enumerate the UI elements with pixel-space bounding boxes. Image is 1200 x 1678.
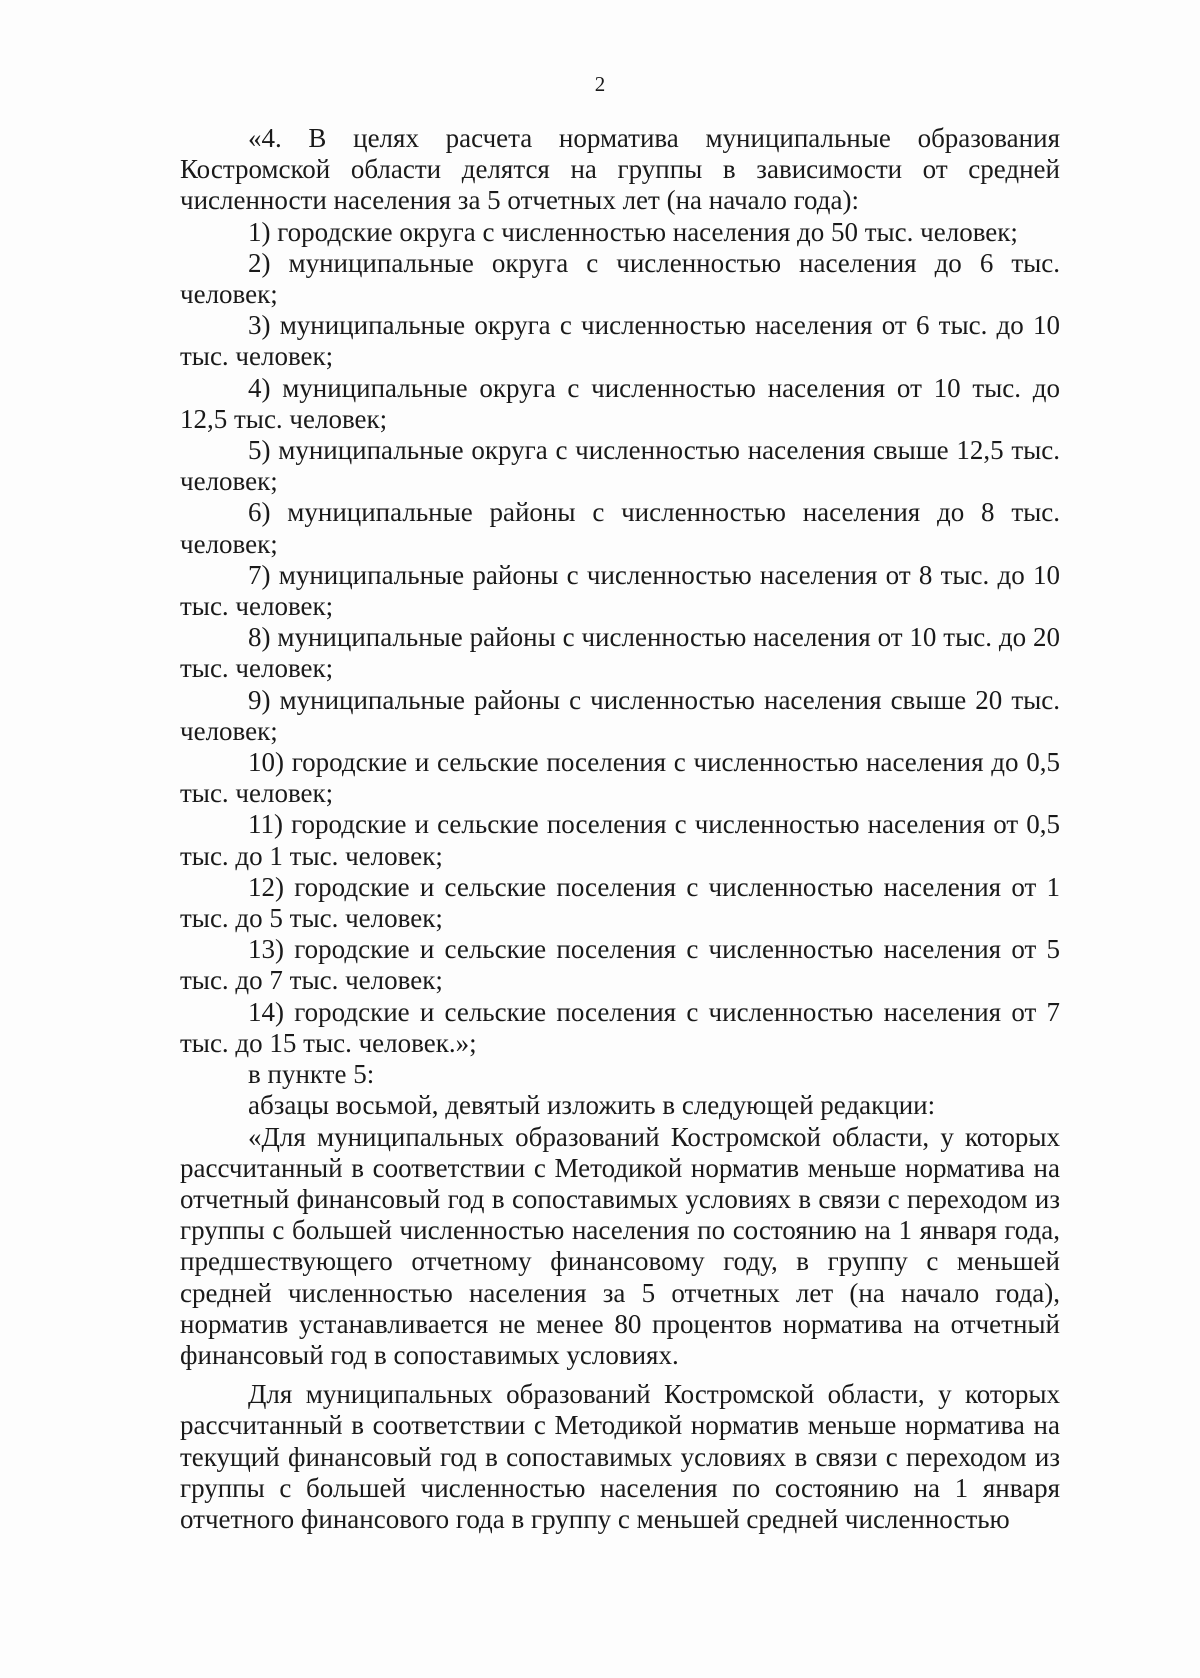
- list-item-10: 10) городские и сельские поселения с численностью населения до 0,5 тыс. человек;: [180, 747, 1060, 809]
- list-item-9: 9) муниципальные районы с численностью населения свыше 20 тыс. человек;: [180, 684, 1060, 746]
- list-item-3: 3) муниципальные округа с численностью населения от 6 тыс. до 10 тыс. человек;: [180, 310, 1060, 372]
- list-item-2: 2) муниципальные округа с численностью населения до 6 тыс. человек;: [180, 247, 1060, 310]
- list-item-11: 11) городские и сельские поселения с численностью населения от 0,5 тыс. до 1 тыс. человек;: [180, 809, 1060, 871]
- paragraph-ninth: Для муниципальных образований Костромской области, у которых рассчитанный в соответствии с Методикой норматив меньше норматива на текущий финансовый год в сопоставимых условиях в связи с переходом из группы с большей численностью населения по состоянию на 1 января отчетного финансового года в группу с меньшей средней численностью: [180, 1379, 1060, 1534]
- document-body: [180, 123, 1060, 1535]
- list-item-7: 7) муниципальные районы с численностью населения от 8 тыс. до 10 тыс. человек;: [180, 559, 1060, 622]
- list-item-12: 12) городские и сельские поселения с численностью населения от 1 тыс. до 5 тыс. человек;: [180, 871, 1060, 934]
- list-item-13: 13) городские и сельские поселения с численностью населения от 5 тыс. до 7 тыс. человек;: [180, 934, 1060, 996]
- list-item-8: 8) муниципальные районы с численностью населения от 10 тыс. до 20 тыс. человек;: [180, 622, 1060, 684]
- list-item-5: 5) муниципальные округа с численностью населения свыше 12,5 тыс. человек;: [180, 435, 1060, 497]
- page-number: 2: [594, 72, 606, 96]
- list-item-1: 1) городские округа с численностью населения до 50 тыс. человек;: [248, 216, 1018, 247]
- list-item-6: 6) муниципальные районы с численностью населения до 8 тыс. человек;: [180, 497, 1060, 559]
- paragraph-intro: «4. В целях расчета норматива муниципальные образования Костромской области делятся на группы в зависимости от средней численности населения за 5 отчетных лет (на начало года):: [180, 123, 1060, 216]
- paragraph-amendment-note: абзацы восьмой, девятый изложить в следующей редакции:: [248, 1090, 936, 1121]
- list-item-4: 4) муниципальные округа с численностью населения от 10 тыс. до 12,5 тыс. человек;: [180, 372, 1060, 434]
- paragraph-clause-5: в пункте 5:: [248, 1059, 375, 1090]
- list-item-14: 14) городские и сельские поселения с численностью населения от 7 тыс. до 15 тыс. человек.»;: [180, 996, 1060, 1058]
- paragraph-eighth: «Для муниципальных образований Костромской области, у которых рассчитанный в соответствии с Методикой норматив меньше норматива на отчетный финансовый год в сопоставимых условиях в связи с переходом из группы с большей численностью населения по состоянию на 1 января года, предшествующего отчетному финансовому году, в группу с меньшей средней численностью населения за 5 отчетных лет (на начало года), норматив устанавливается не менее 80 процентов норматива на отчетный финансовый год в сопоставимых условиях.: [180, 1121, 1060, 1370]
